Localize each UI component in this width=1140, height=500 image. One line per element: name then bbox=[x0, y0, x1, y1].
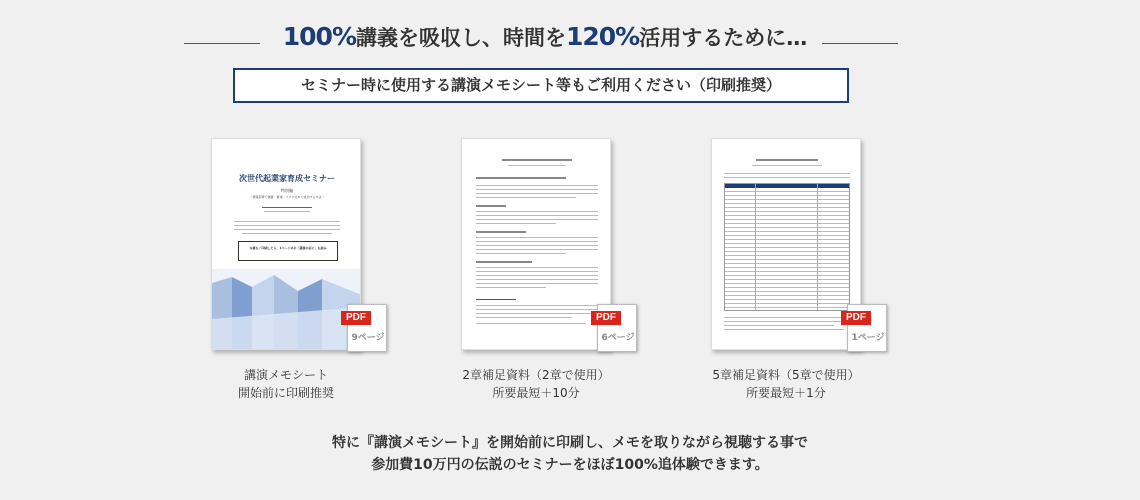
table-graphic bbox=[724, 183, 850, 311]
caption-title: 講演メモシート bbox=[243, 368, 328, 382]
headline-text-1: 講義を吸収し、時間を bbox=[356, 26, 566, 50]
caption-chapter2 bbox=[436, 366, 636, 402]
cover-note: 〜情報起業で価値・最速・リスクゼロで成功する方法〜 bbox=[249, 195, 325, 199]
caption-note: 所要最短＋1分 bbox=[746, 386, 826, 400]
pdf-label: PDF bbox=[591, 311, 621, 325]
cover-title: 次世代起業家育成セミナー bbox=[239, 174, 335, 183]
page-count: 1ページ bbox=[851, 333, 885, 343]
cover-notice-text: 本書を／印刷したら、1ページめの「講演の前に」を読み bbox=[249, 246, 327, 250]
document-thumbnail bbox=[461, 138, 611, 350]
caption-title: 2章補足資料（2章で使用） bbox=[462, 368, 610, 382]
footer-line-1: 特に『講演メモシート』を開始前に印刷し、メモを取りながら視聴する事で bbox=[332, 435, 808, 451]
page-headline bbox=[280, 22, 810, 52]
headline-percent-120: 120% bbox=[566, 22, 640, 51]
cover-notice-box bbox=[238, 241, 338, 261]
document-chapter5-supplement[interactable] bbox=[711, 138, 885, 350]
headline-text-2: 活用するために… bbox=[639, 26, 808, 50]
headline-rule-right bbox=[822, 43, 898, 44]
caption-chapter5 bbox=[686, 366, 886, 402]
pdf-badge bbox=[841, 304, 889, 352]
headline-rule-left bbox=[184, 43, 260, 44]
footer-line-2: 参加費10万円の伝説のセミナーをほぼ100%追体験できます。 bbox=[371, 457, 769, 473]
page-count: 6ページ bbox=[601, 333, 635, 343]
caption-title: 5章補足資料（5章で使用） bbox=[712, 368, 860, 382]
document-thumbnail bbox=[711, 138, 861, 350]
document-thumbnail bbox=[211, 138, 361, 350]
footer-message bbox=[0, 432, 1140, 476]
notice-box: セミナー時に使用する講演メモシート等もご利用ください（印刷推奨） bbox=[233, 68, 849, 103]
page-count: 9ページ bbox=[351, 333, 385, 343]
pdf-label: PDF bbox=[341, 311, 371, 325]
headline-row bbox=[0, 22, 1140, 62]
cover-subtitle: 特別編 bbox=[281, 188, 293, 193]
caption-note: 開始前に印刷推奨 bbox=[237, 386, 334, 400]
caption-note: 所要最短＋10分 bbox=[492, 386, 580, 400]
document-memo-sheet[interactable] bbox=[211, 138, 385, 350]
pdf-label: PDF bbox=[841, 311, 871, 325]
pdf-badge bbox=[341, 304, 389, 352]
cover-graphic bbox=[212, 269, 361, 350]
caption-memo-sheet bbox=[186, 366, 386, 402]
pdf-badge bbox=[591, 304, 639, 352]
document-chapter2-supplement[interactable] bbox=[461, 138, 635, 350]
headline-percent-100: 100% bbox=[282, 22, 356, 51]
